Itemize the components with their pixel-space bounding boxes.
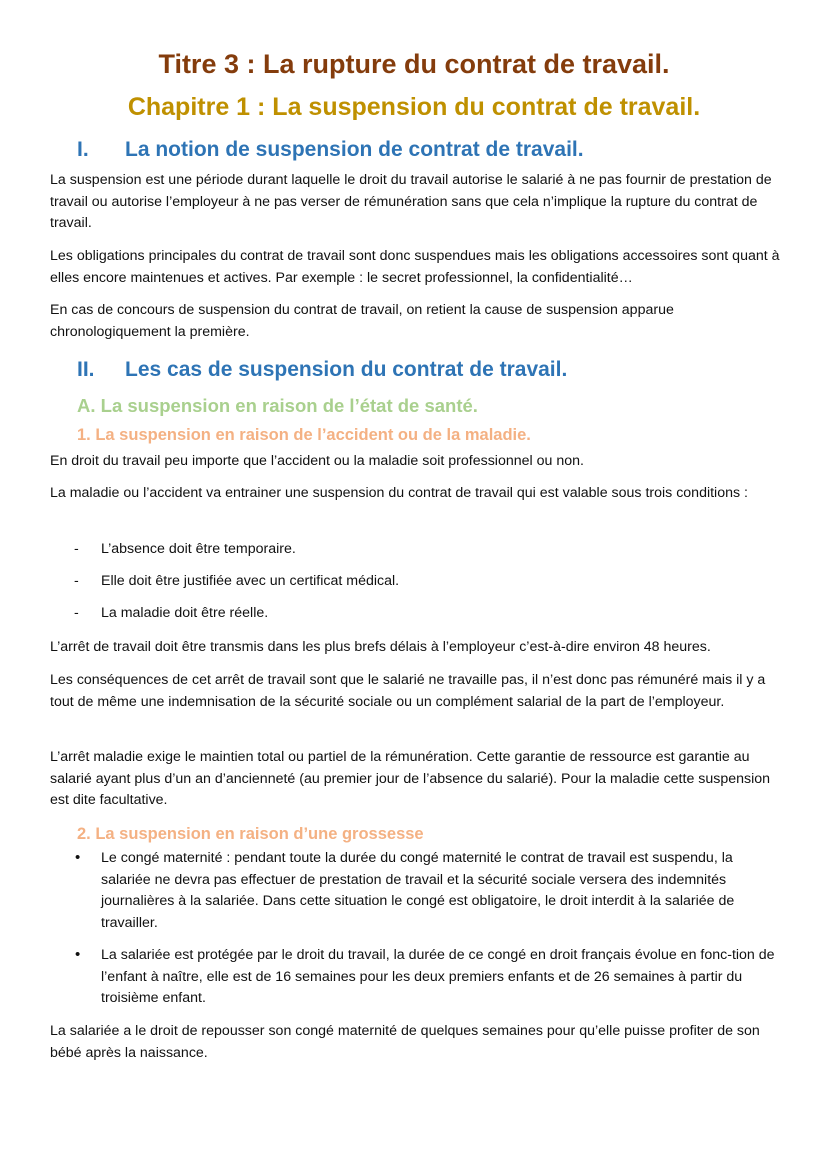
section-number-2: II. [77,358,95,381]
paragraph-conditions-intro: La maladie ou l’accident va entrainer une suspension du contrat de travail qui est valable sous trois conditions : [50,485,748,501]
subsubsection-heading-2: 2. La suspension en raison d’une grossesse [77,825,424,843]
paragraph-concours: En cas de concours de suspension du contrat de travail, on retient la cause de suspension apparue chronologiquement la première. [50,302,674,340]
paragraph-consequences: Les conséquences de cet arrêt de travail sont que le salarié ne travaille pas, il n’est donc pas rémunéré mais il y a tout de même une indemnisation de la sécurité sociale ou un complément salarial de la part de l’employeur. [50,672,766,710]
list-item-text: Le congé maternité : pendant toute la durée du congé maternité le contrat de travail est suspendu, la salariée ne devra pas effectuer de prestation de travail et la sécurité sociale versera des indemnités journalières à la salariée. Dans cette situation le congé est obligatoire, le droit interdit à la salariée de travailler. [101,850,735,931]
list-item-text: La salariée est protégée par le droit du travail, la durée de ce congé en droit français évolue en fonc-tion de l’enfant à naître, elle est de 16 semaines pour les deux premiers enfants et de 26 semaines à partir du troisième enfant. [101,947,775,1006]
list-item-text: La maladie doit être réelle. [101,605,269,621]
paragraph-definition: La suspension est une période durant laquelle le droit du travail autorise le salarié à ne pas fournir de prestation de travail ou autorise l’employeur à ne pas verser de rémunération sans que cela n’implique la rupture du contrat de travail. [50,172,772,231]
section-heading-text-2: Les cas de suspension du contrat de travail. [125,358,568,381]
list-item-text: L’absence doit être temporaire. [101,541,296,557]
paragraph-report: La salariée a le droit de repousser son congé maternité de quelques semaines pour qu’elle puisse profiter de son bébé après la naissance. [50,1023,760,1061]
chapter-title: Chapitre 1 : La suspension du contrat de travail. [127,93,701,121]
dash-marker: - [74,573,79,589]
bullet-marker: • [75,946,81,963]
subsubsection-heading-1: 1. La suspension en raison de l’accident ou de la maladie. [77,426,531,444]
bullet-marker: • [75,849,81,866]
document-title: Titre 3 : La rupture du contrat de travail. [158,49,670,79]
paragraph-transmission: L’arrêt de travail doit être transmis dans les plus brefs délais à l’employeur c’est-à-dire environ 48 heures. [50,639,711,655]
section-heading-text-1: La notion de suspension de contrat de travail. [125,138,584,161]
list-item-text: Elle doit être justifiée avec un certificat médical. [101,573,400,589]
section-heading-1 [77,138,584,162]
section-number-1: I. [77,138,89,161]
dash-marker: - [74,605,79,621]
list-item [50,848,780,934]
paragraph-maintien: L’arrêt maladie exige le maintien total ou partiel de la rémunération. Cette garantie de ressource est garantie au salarié ayant plus d’un an d’ancienneté (au premier jour de l’absence du salarié). Pour la maladie cette suspension est dite facultative. [50,749,771,808]
list-item [50,945,780,1011]
section-heading-2 [77,358,567,382]
paragraph-obligations: Les obligations principales du contrat de travail sont donc suspendues mais les obligations accessoires sont quant à elles encore maintenues et actives. Par exemple : le secret professionnel, la confidentialité… [50,248,780,286]
subsection-heading-a: A. La suspension en raison de l’état de santé. [77,395,478,416]
paragraph-professionnel: En droit du travail peu importe que l’accident ou la maladie soit professionnel ou non. [50,453,584,469]
dash-marker: - [74,541,79,557]
